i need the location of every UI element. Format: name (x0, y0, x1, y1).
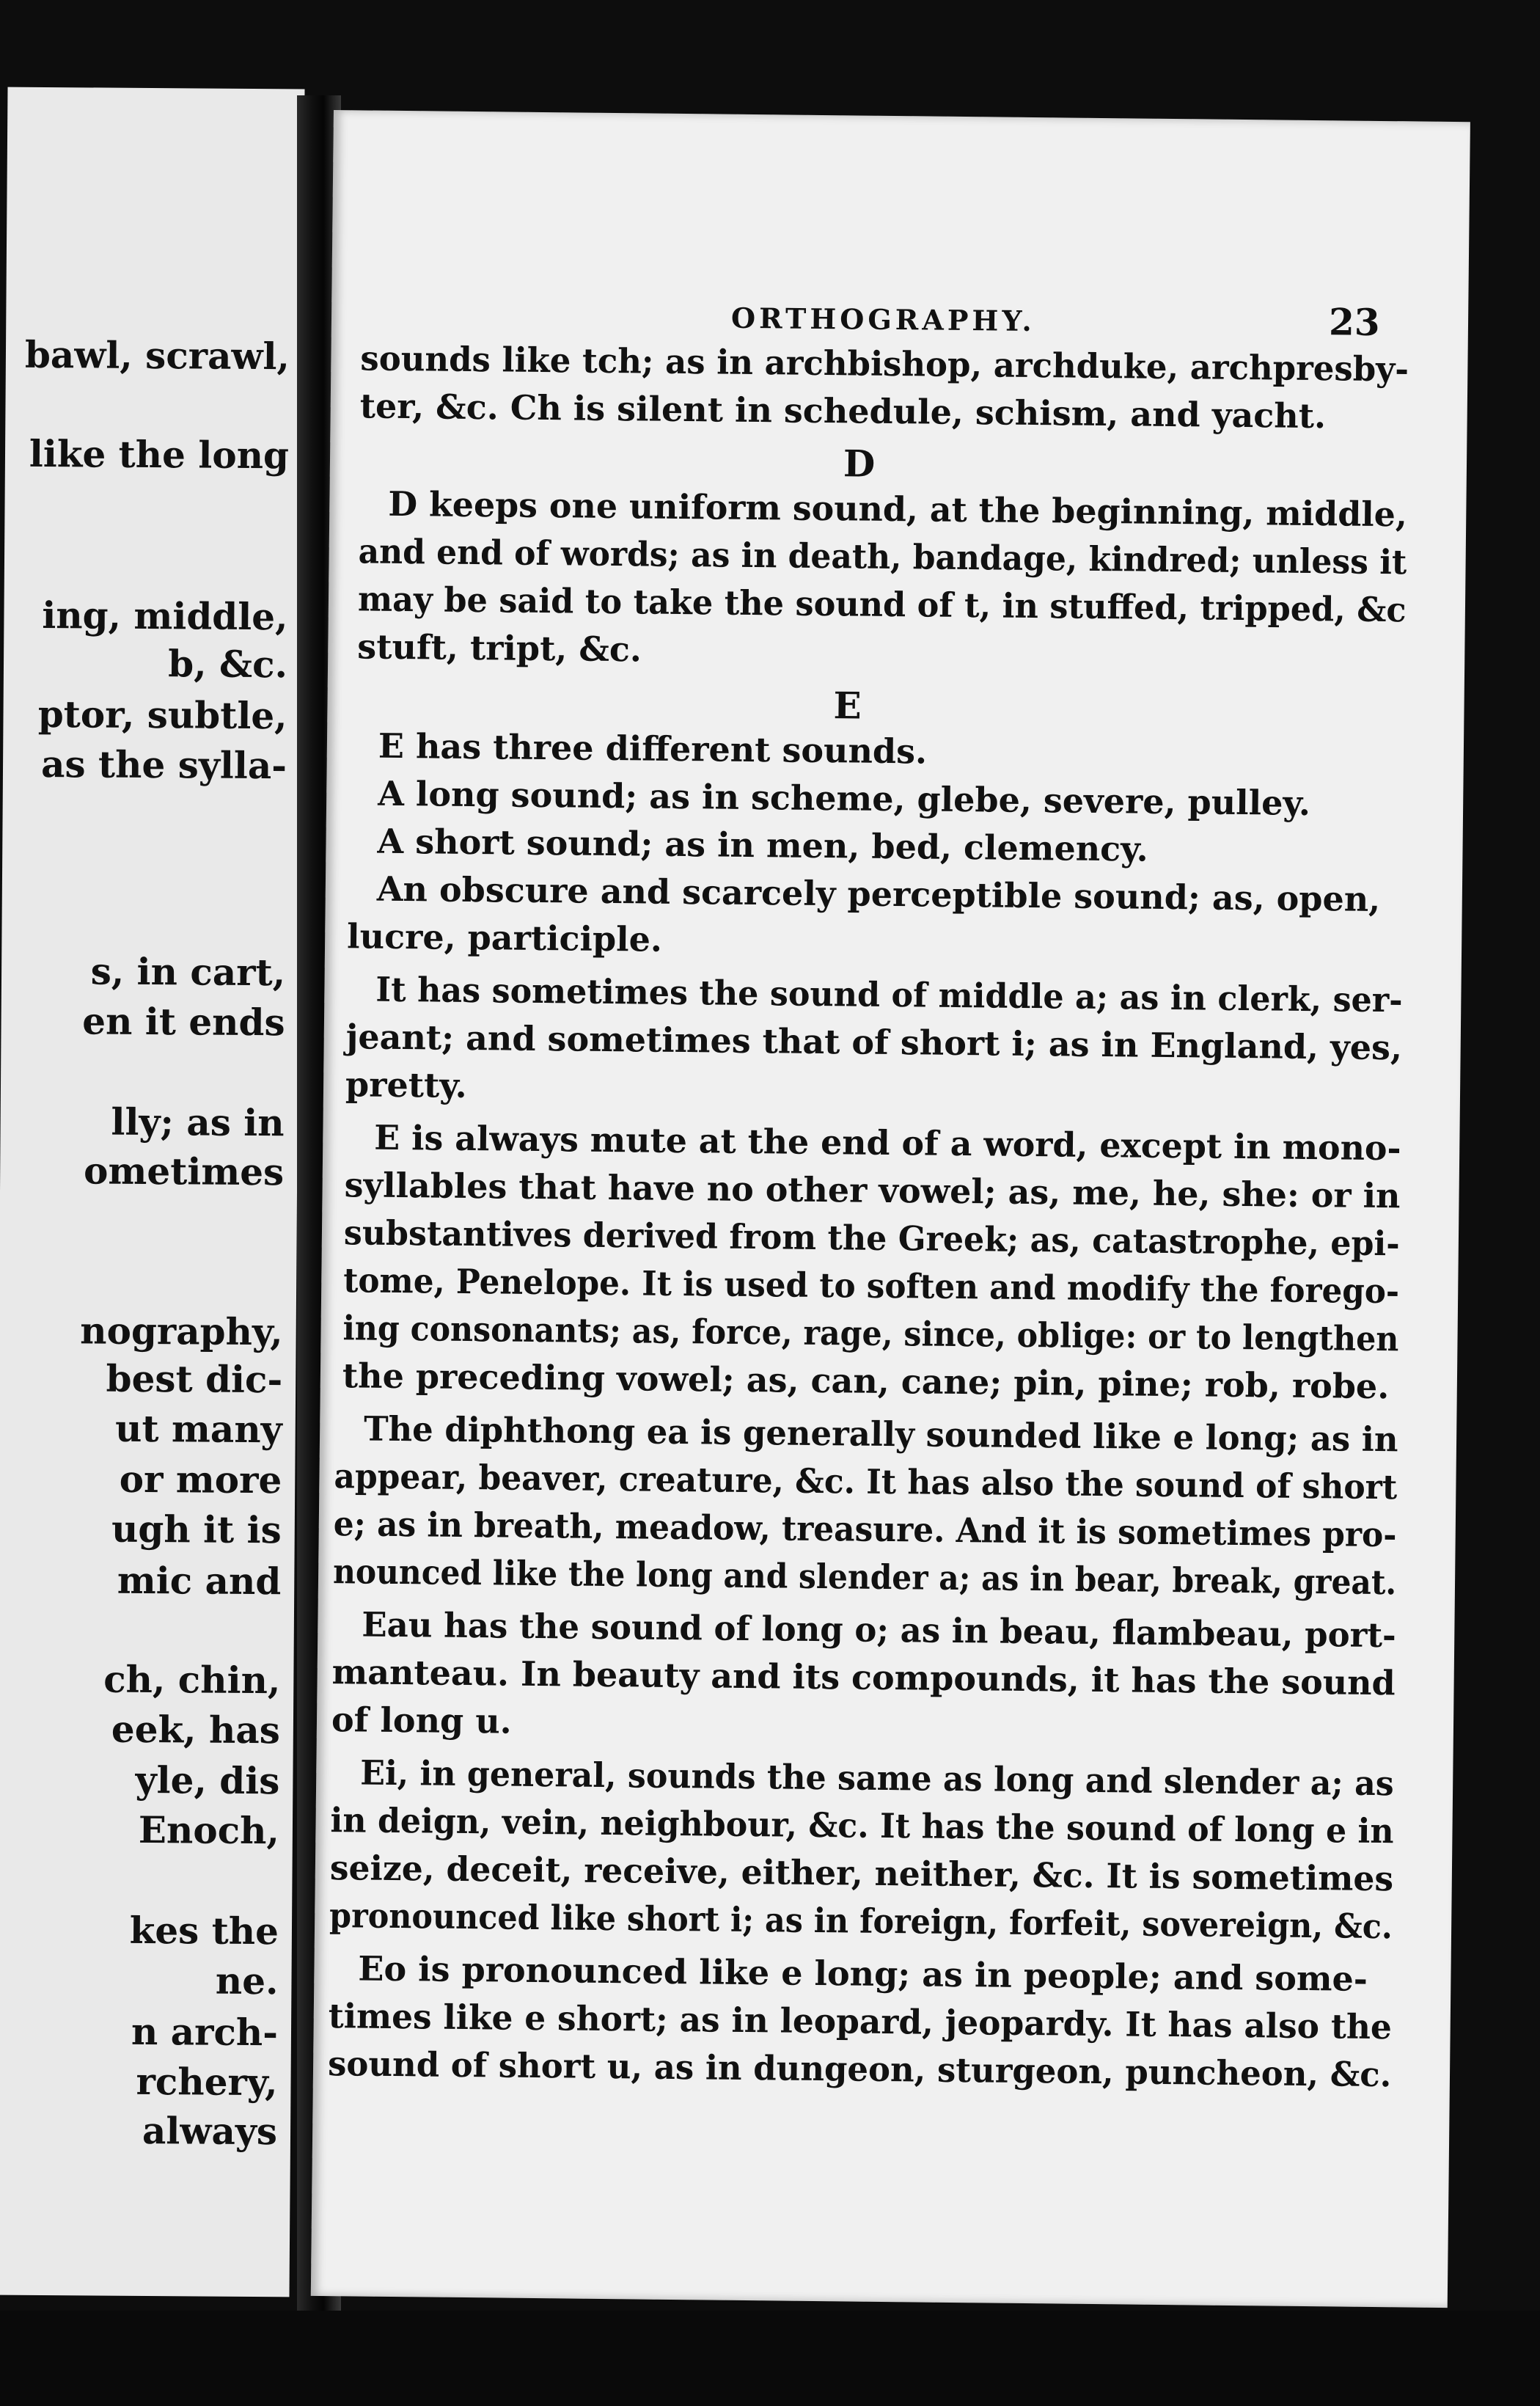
text-line: pretty. (345, 1064, 468, 1105)
left-page-line: like the long (29, 431, 290, 478)
scan-background-edge (0, 2311, 1540, 2406)
text-line: nounced like the long and slender a; as in bear, break, great. (332, 1551, 1397, 1603)
text-line: An obscure and scarcely perceptible sound; as, open, (376, 869, 1381, 920)
left-page-line: nography, (80, 1309, 283, 1354)
left-page-line: ut many (114, 1406, 282, 1452)
left-page-line: eek, has (111, 1707, 281, 1752)
section-heading-d: D (843, 442, 876, 486)
text-line: A short sound; as in men, bed, clemency. (377, 821, 1148, 869)
section-heading-e: E (833, 684, 862, 728)
text-line: jeant; and sometimes that of short i; as in England, yes, (345, 1017, 1403, 1068)
left-page-line: yle, dis (135, 1758, 280, 1803)
left-page-line: n arch- (131, 2009, 279, 2055)
text-line: E has three different sounds. (378, 725, 928, 772)
text-line: ter, &c. Ch is silent in schedule, schism, and yacht. (359, 386, 1327, 436)
text-line: may be said to take the sound of t, in stuffed, tripped, &c (357, 579, 1407, 630)
left-page-line: lly; as in (111, 1100, 285, 1145)
text-line: pronounced like short i; as in foreign, forfeit, sovereign, &c. (329, 1895, 1393, 1947)
text-line: sound of short u, as in dungeon, sturgeon, puncheon, &c. (327, 2044, 1392, 2095)
text-line: sounds like tch; as in archbishop, archduke, archpresby- (360, 338, 1409, 390)
left-page-line: mic and (117, 1558, 282, 1604)
left-page-line: ugh it is (111, 1507, 282, 1552)
text-line: stuft, tript, &c. (357, 626, 642, 670)
left-page-line: ch, chin, (103, 1657, 281, 1703)
left-page-line: bawl, scrawl, (24, 332, 290, 379)
text-line: E is always mute at the end of a word, except in mono- (374, 1117, 1401, 1169)
running-head: ORTHOGRAPHY. (730, 301, 1036, 338)
left-page-line: s, in cart, (90, 949, 286, 995)
left-page-line: ptor, subtle, (37, 692, 287, 738)
text-line: in deign, vein, neighbour, &c. It has the sound of long e in (330, 1800, 1394, 1851)
left-page-line: as the sylla- (40, 742, 287, 788)
text-line: and end of words; as in death, bandage, kindred; unless it (358, 531, 1407, 582)
left-page-line: Enoch, (138, 1807, 280, 1853)
left-page-line: always (142, 2108, 278, 2154)
text-line: lucre, participle. (346, 916, 663, 959)
text-line: The diphthong ea is generally sounded like e long; as in (363, 1408, 1398, 1460)
text-line: substantives derived from the Greek; as, catastrophe, epi- (343, 1213, 1400, 1264)
left-page-line: ne. (215, 1959, 279, 2003)
text-line: of long u. (331, 1700, 513, 1741)
text-line: times like e short; as in leopard, jeopardy. It has also the (328, 1996, 1393, 2047)
left-page-line: kes the (129, 1908, 279, 1953)
text-line: D keeps one uniform sound, at the beginning, middle, (388, 483, 1408, 535)
left-page-line: b, &c. (168, 642, 288, 687)
left-page-line: or more (119, 1457, 282, 1502)
previous-page-fragment (0, 87, 305, 2297)
text-line: tome, Penelope. It is used to soften and modify the forego- (343, 1260, 1400, 1312)
text-line: syllables that have no other vowel; as, me, he, she: or in (344, 1165, 1401, 1216)
text-line: e; as in breath, meadow, treasure. And it is sometimes pro- (333, 1504, 1397, 1555)
page-23 (311, 110, 1470, 2308)
text-line: Eo is pronounced like e long; as in people; and some- (358, 1948, 1368, 1999)
left-page-line: en it ends (82, 999, 285, 1045)
text-line: It has sometimes the sound of middle a; as in clerk, ser- (375, 969, 1403, 1020)
text-line: Ei, in general, sounds the same as long and slender a; as (359, 1752, 1395, 1804)
left-page-line: ometimes (83, 1149, 285, 1194)
text-line: A long sound; as in scheme, glebe, severe, pulley. (377, 773, 1311, 823)
text-line: ing consonants; as, force, rage, since, oblige: or to lengthen (342, 1308, 1399, 1359)
text-line: appear, beaver, creature, &c. It has also the sound of short (334, 1456, 1398, 1507)
left-page-line: rchery, (136, 2059, 278, 2105)
page-number: 23 (1328, 300, 1380, 344)
text-line: Eau has the sound of long o; as in beau, flambeau, port- (362, 1604, 1397, 1656)
left-page-line: ing, middle, (42, 593, 288, 639)
left-page-line: best dic- (106, 1356, 283, 1402)
text-line: seize, deceit, receive, either, neither, &c. It is sometimes (329, 1848, 1394, 1899)
text-line: manteau. In beauty and its compounds, it has the sound (331, 1652, 1396, 1703)
text-line: the preceding vowel; as, can, cane; pin, pine; rob, robe. (342, 1356, 1390, 1407)
